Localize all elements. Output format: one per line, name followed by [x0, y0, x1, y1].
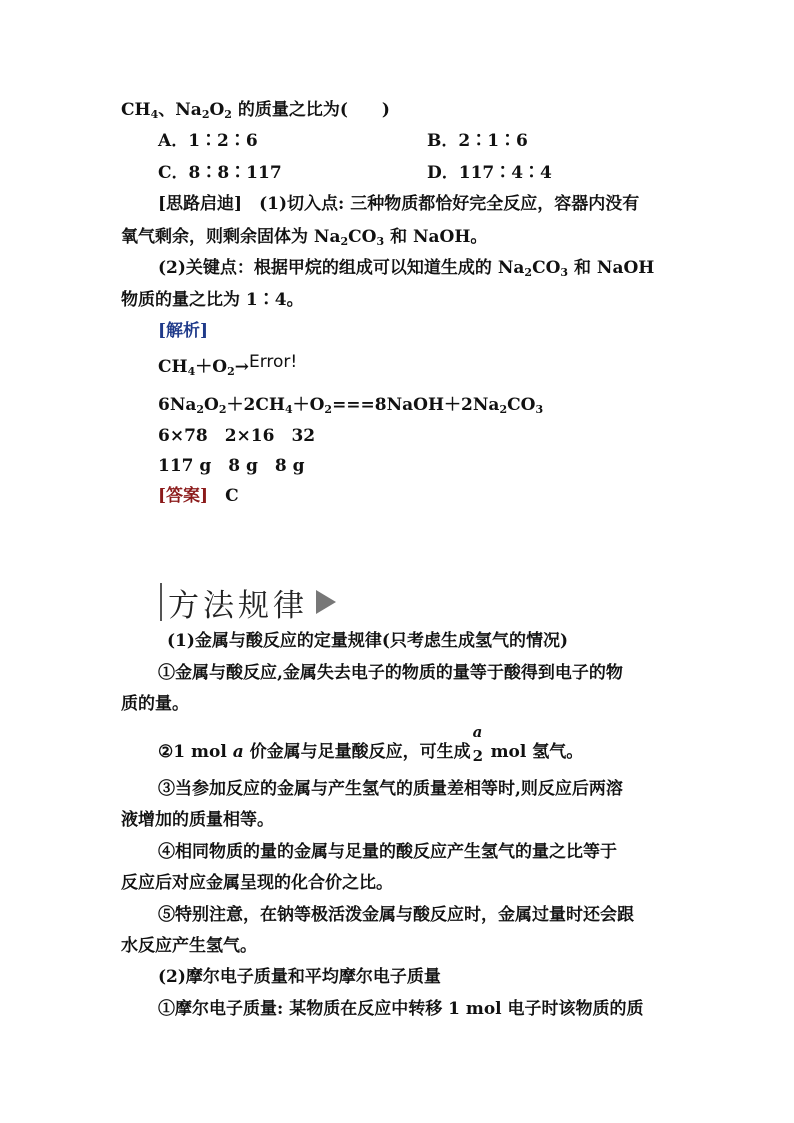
method-item-5-cont: 水反应产生氢气。 — [121, 936, 257, 956]
method-heading-2: (2)摩尔电子质量和平均摩尔电子质量 — [158, 967, 441, 987]
method-item-3-cont: 液增加的质量相等。 — [121, 810, 274, 830]
question-stem: $CH_4$、$Na_2O_2$ 的质量之比为( ) — [121, 100, 390, 121]
analysis-reaction: $CH_4+O_2\to Error$! — [158, 352, 298, 378]
hint-p1-b: 氧气剩余，则剩余固体为 — [121, 227, 308, 247]
method-title: 方法规律 — [168, 587, 308, 624]
fraction-numerator: a — [472, 723, 483, 741]
analysis-grams-row: 117 g 8 g 8 g — [158, 456, 305, 476]
method-item-6: ①摩尔电子质量: 某物质在反应中转移 1 mol 电子时该物质的质 — [158, 999, 644, 1019]
method-item-2-b: 价金属与足量酸反应，可生成 — [249, 742, 471, 762]
play-arrow-icon — [316, 590, 336, 614]
heading-bar — [160, 583, 162, 621]
method-item-1-cont: 质的量。 — [121, 694, 189, 714]
method-item-4: ④相同物质的量的金属与足量的酸反应产生氢气的量之比等于 — [158, 842, 617, 862]
hint-p2-c: 物质的量之比为 1∶4。 — [121, 290, 304, 310]
analysis-equation: $6Na_2O_2+2CH_4+O_2===8NaOH+2Na_2CO_3$ — [158, 395, 544, 416]
hint-paragraph-2: (2)关键点：根据甲烷的组成可以知道生成的 $Na_2CO_3$ 和 NaOH — [158, 258, 655, 279]
answer-line — [158, 485, 239, 507]
hint-tag: [思路启迪] — [158, 194, 243, 214]
method-section-heading — [160, 580, 336, 624]
fraction-a-over-2 — [471, 723, 485, 765]
option-c: C．8∶8∶117 — [158, 163, 282, 183]
hint-paragraph-1 — [158, 193, 639, 215]
option-a: A．1∶2∶6 — [158, 131, 258, 151]
question-stem-text: 的质量之比为( ) — [237, 100, 390, 120]
method-item-2-c: mol 氢气。 — [490, 742, 584, 762]
hint-paragraph-1-cont: 氧气剩余，则剩余固体为 $Na_2CO_3$ 和 NaOH。 — [121, 227, 488, 248]
analysis-tag: [解析] — [158, 321, 209, 341]
option-d: D．117∶4∶4 — [427, 163, 552, 183]
method-item-5: ⑤特别注意，在钠等极活泼金属与酸反应时，金属过量时还会跟 — [158, 905, 634, 925]
fraction-denominator: 2 — [472, 747, 484, 765]
answer-value: C — [225, 486, 239, 506]
answer-tag: [答案] — [158, 486, 209, 506]
option-b: B．2∶1∶6 — [427, 131, 528, 151]
hint-p1-a: (1)切入点: 三种物质都恰好完全反应，容器内没有 — [259, 194, 640, 214]
analysis-mass-row: 6×78 2×16 32 — [158, 426, 316, 446]
method-item-2-a: ②1 mol — [158, 742, 227, 762]
method-heading-1: (1)金属与酸反应的定量规律(只考虑生成氢气的情况) — [167, 631, 569, 651]
method-item-4-cont: 反应后对应金属呈现的化合价之比。 — [121, 873, 393, 893]
hint-p1-c: 和 NaOH。 — [390, 227, 488, 247]
hint-p2-a: (2)关键点：根据甲烷的组成可以知道生成的 — [158, 258, 492, 278]
method-item-1: ①金属与酸反应,金属失去电子的物质的量等于酸得到电子的物 — [158, 663, 623, 683]
method-item-3: ③当参加反应的金属与产生氢气的质量差相等时,则反应后两溶 — [158, 779, 623, 799]
error-text: Error! — [248, 352, 298, 372]
hint-p2-b: 和 NaOH — [573, 258, 655, 278]
method-item-2-var: a — [232, 742, 244, 762]
method-item-2 — [158, 723, 584, 765]
